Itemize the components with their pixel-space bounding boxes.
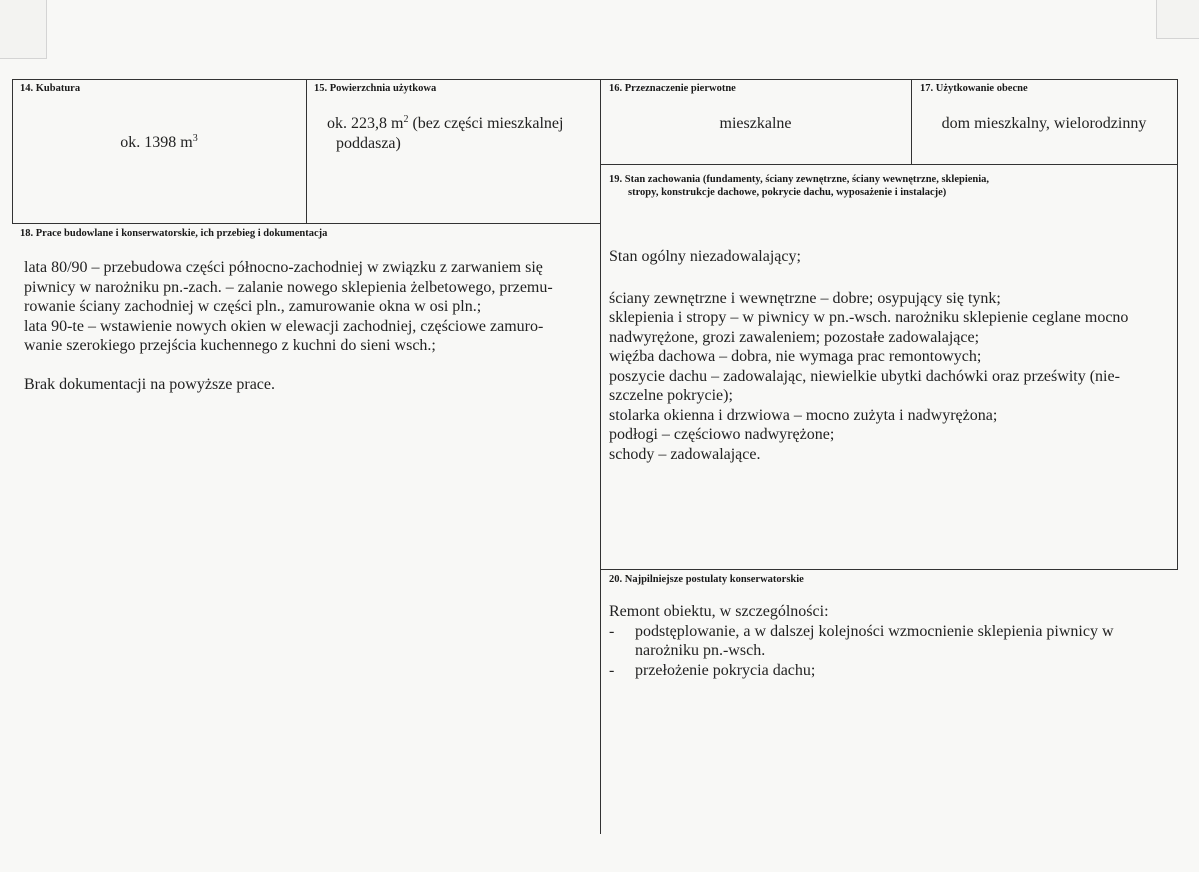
field-20-intro: Remont obiektu, w szczególności: <box>609 603 829 620</box>
field-17-label: 17. Użytkowanie obecne <box>920 83 1028 94</box>
field-20-bullet: - przełożenie pokrycia dachu; <box>609 661 816 679</box>
field-17-value: dom mieszkalny, wielorodzinny <box>941 115 1147 132</box>
field-18-line: lata 90-te – wstawienie nowych okien w elewacji zachodniej, częściowe zamuro- <box>24 317 544 335</box>
field-16-value: mieszkalne <box>719 115 792 132</box>
field-20-text <box>609 602 1174 680</box>
field-19-line: szczelne pokrycie); <box>609 387 733 404</box>
field-19-line: stolarka okienna i drzwiowa – mocno zużyta i nadwyrężona; <box>609 406 998 424</box>
field-14-value: ok. 1398 $m^3$ <box>120 133 198 151</box>
field-14-label: 14. Kubatura <box>20 83 81 94</box>
field-19-line: ściany zewnętrzne i wewnętrzne – dobre; osypujący się tynk; <box>609 289 1001 307</box>
field-18-note: Brak dokumentacji na powyższe prace. <box>24 376 276 393</box>
field-19-text <box>609 247 1174 464</box>
field-20-label: 20. Najpilniejsze postulaty konserwatorskie <box>609 574 804 585</box>
field-19-line: podłogi – częściowo nadwyrężone; <box>609 426 835 443</box>
field-19-line: więźba dachowa – dobra, nie wymaga prac remontowych; <box>609 348 982 365</box>
field-18-line: wanie szerokiego przejścia kuchennego z kuchni do sieni wsch.; <box>24 337 436 354</box>
divider-19-20 <box>600 569 1178 570</box>
divider-14-15 <box>306 79 307 223</box>
field-15-value: ok. 223,8 $m^2$ (bez części mieszkalnej poddasza) <box>327 114 564 152</box>
field-18-line: piwnicy w narożniku pn.-zach. – zalanie nowego sklepienia żelbetowego, przemu- <box>24 278 553 296</box>
field-18-line: rowanie ściany zachodniej w części pln., zamurowanie okna w osi pln.; <box>24 298 482 315</box>
corner-mark-top-right <box>1156 0 1199 39</box>
field-19-line: sklepienia i stropy – w piwnicy w pn.-wsch. narożniku sklepienie ceglane mocno <box>609 309 1129 326</box>
divider-14-18 <box>12 223 600 224</box>
field-19-line: nadwyrężone, grozi zawaleniem; pozostałe zadowalające; <box>609 328 980 346</box>
divider-16-19 <box>600 164 1178 165</box>
field-19-line: schody – zadowalające. <box>609 445 761 463</box>
field-15-label: 15. Powierzchnia użytkowa <box>314 83 437 94</box>
field-16-label: 16. Przeznaczenie pierwotne <box>609 83 736 94</box>
field-18-label: 18. Prace budowlane i konserwatorskie, ich przebieg i dokumentacja <box>20 228 328 239</box>
field-19-line: poszycie dachu – zadowalając, niewielkie ubytki dachówki oraz prześwity (nie- <box>609 367 1120 385</box>
field-19-intro: Stan ogólny niezadowalający; <box>609 248 801 265</box>
right-border-line <box>1177 79 1178 569</box>
field-19-label: 19. Stan zachowania (fundamenty, ściany zewnętrzne, ściany wewnętrzne, sklepienia, stropy, konstrukcje dachowe, pokrycie dachu, wyposażenie i instalacje) <box>609 174 990 198</box>
corner-mark-top-left <box>0 0 47 59</box>
top-border-line <box>12 79 1178 80</box>
field-18-line: lata 80/90 – przebudowa części północno-zachodniej w związku z zarwaniem się <box>24 259 543 276</box>
center-divider <box>600 79 601 834</box>
field-20-bullet: - podstęplowanie, a w dalszej kolejności wzmocnienie sklepienia piwnicy w narożniku pn.-wsch. <box>609 622 1114 659</box>
field-18-text <box>24 258 594 395</box>
